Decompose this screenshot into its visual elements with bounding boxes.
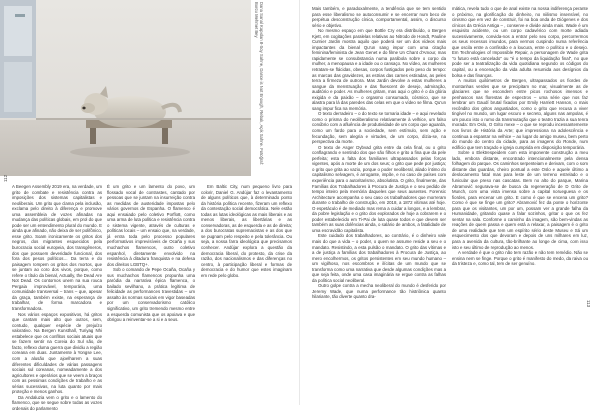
paragraph: O texto derradeiro – o do texto se tornaria idade – e aqui revelado como o prisma do neoliberalismo relativamente à velhice, um falso conúbrio com a afluência de produtividade de um corpo que aguarda, como um fardo para a sociedade, sem estímulo, sem ação e fecundação, sem alegria e virtudes, de um corpo, dizia-se, na perspectiva da morte. xyxy=(312,111,446,145)
exhibition-photo xyxy=(0,0,251,176)
paragraph: Nos vários espaços expositivos, há gritos que cantam mais alto que outros, sem, contudo, qualquer espécie de prejuízo valorativo. Na Bergen Kunsthall, Turiyag Nhi estabelece que os conflitos sociais atuais que se fazem sentir na Coreia do Sul são, de facto, reflexo duma guerra que dividiu a região coreana em duas. Juntamente à Yongse Lee, com a alusão que ajoelharem a suas diferentes dificuldades de várias passagens sociais sul coreanas, nomeadamente a dos agricultores e operários que se veem a braços com as pessimas condições de trabalho e as sérias sucessivas, na luta quanto por mais proteção e menos ganhos. xyxy=(12,311,102,395)
paragraph: mática, revela tudo o que de anal existe na nossa indiferença perante o próximo, na glorificação do dinheiro, no niilismo insensível, no cinismo que em vez de construir, foi na boa onda de Diógenes e dos cínicos da Grécia Antiga – , conserve e divide ainda mais. Wade é um esquisito acidente, ou um corpo cadavérico com morte adiada sucessivamente, convida-nos a entrar pelo seu corpo, percorrermos os seus recessos imundos, para vermos cuspindo numa referência que oscila entre a confissão e a loucura, entre o político e o desejo. Em Technologies of Impossible Repair, a personagem de Wade grita "o futuro está cancelado" ou "é o tempo da liquidação final", no que pode ser a teatralização da vida quotidiana segundo os códigos do capital, ou a encenação da vida adulta resumida aos desígnios da bolsa e das finanças. xyxy=(452,6,588,78)
left-column-2 xyxy=(107,184,195,398)
photo-caption xyxy=(252,0,266,176)
photo-illustration xyxy=(0,0,251,176)
left-column-3 xyxy=(201,184,292,398)
paragraph: A Beegen Assembly 2019 era, na verdade, um grito de combate e resistência contra as imposições dos sistemas capitalistas e neoliberais. Um grito que clama pela inclusão, exclama pelo direito à diferença e promove uma assembleia de vozes afinadas na mudança das políticas globais, em prol do que pode ser um entendimento plural do mundo. E ainda que afinado, não deixa de ser polifônico, esse grito. Soam ironicamente os gritos dos negros, dos migrantes esquecidos pela burocracia social europeia, dos transgêneros, dos que possuem deveridade funcional, dos fora dos pesos políticos… Da terra e do paisagem rompem os gritos dos mortos, que se juntam ao coro dos vivos, porque, como refere o título da bienal, Actually, the Dead Are Not Dead. Os contornos unem na sua rouca Pergaia improvável, temporária, uma comunidade transversal – trans – que, apesar da graça, também existe, na esperança de trabalhar, de forma marcadora e transformadora. xyxy=(12,184,102,312)
paragraph: A muitos quilómetros de Bergen, ultrapassados os fiordes de montanhas verdes que se precipitam no mar, visualmente as de glaciares que se escondem entre picos rochosos imensos e penhascos nas florestas de espectros – uma série que nos faz lembrar um Gaudí brutal fixados por Emily Harriett Hanson, o mais recôndito dos gritos angustiados, como o grito que recusa a viver tingível no mundo, um lugar escuro e secreto, alguns nas ampolas, é um pouco isto o rumo da transmutação que o teatro trazia a sua tenra morada: Em Oslo, O Grito mexe – o que se reprodu incessantemente nos livros de História da Arte; que impressiona na adolescência e continua a espantar na velhice – ao lugar do amigo museu, bem perto do mundo do centro da cidade, para as imagens do Ronde, num edifício que tem traçado e igreja cumprida em disposição temporária. xyxy=(452,78,588,150)
right-column-2 xyxy=(452,6,588,398)
paragraph: Da Andaluzia vem o grito e o lamento do flamenco, que se segue sobre todas as vozes ordenais do parlamento xyxy=(12,394,102,411)
caption-text: Dana Sanal Kapıdan 8-Soy Sahne, Dance is Not Enough, Rebalı, Açık Sahne. Fotoğraf: Burcu Mehmet Bey xyxy=(254,2,264,165)
paragraph: A verdade é que o grito não tem razão e não tem remédio. Não se ensina nem se finge. Porque o grito é manifesto do medo, da raiva ou da tristeza e, como tal, tem de ser genuíno. xyxy=(452,250,588,267)
page-number-right: 113 xyxy=(586,300,591,308)
paragraph: Outro golpe contra a mecha neoliberal do mundo é desferido por Jeremy Wade, que numa performance tão histriônica quanto hilariante, tão diverte quanto dra- xyxy=(312,283,446,300)
right-page xyxy=(300,0,600,405)
paragraph: O texto de Asger Dybvad grita entre da cela final, ou o grito conflagrando e sentindo dos que são filhos e grito a fina que da pele perfeita; esta a falta dos familiares ultrapassados pelas forças vigentes, após a morte de um dos seus; o grito que pede por justiça; o grito que grita ao vazio, porque o poder neoliberal, aliado íntimo do capitalismo selvagem, é arrogante, impõe, e no caso de países com experiência para o autoritarismo, absolutista. O grito, finalmente, das Famílias dos Trabalhadores à Procura de Justiça e o seu pedido de tempo inteiro pela memória daqueles que seus ausentes. Forensic Architecture acompanha o seu caso os trabalhadores que morreram durante o trabalho de construção, em 2018, a 1872 vítimas até hoje. O espetáculo é de mediado mas rema a cuidar a longos, e a lembrar, da pobre legislação e o grito dos explorados de hoje a cobrarem e o poder estabelecido em Ti-Pai de luta quase todos e que devem ser também as suas dolências ainda, o salário de ambos, a fatalidade de uma escravidão capitalista. xyxy=(312,144,446,233)
paragraph: Em Baltic City, num pequeno livro para colorir, Daniel G. Andújar faz o levantamento de alguns políticos que, à determinado ponto da história política recente, fizeram um reflexo da contestação social democrática. Nele estão todas as lutas ideológicas as mais liberais e as menos liberais, as libertárias e as conservadoras, as de esquerda e as de direita; a dos burocratas supremacistas e as dos que se pugnam pelo respeito e pela tolerância. Ou seja, a nossa farra ideológica que precisamos conhecer. Andújar explora a questão da democracia liberal, do protesto, da crise da razão, dos nacionalismos e das diferenças no centro, à participação liberal e formas de democracia e do humor que estes imaginam em rede pelo globo. xyxy=(201,184,292,278)
paragraph: Sob o comando de Pepe Ocaña, Ocaña y sus muchachos flamencos propunha uma paródia da narrativa épica flamenca, o bailado sevilhano, a prática legítima de felicidade as performances travestidas – um assalto às normas sociais em vigor baseadas por um conservadorismo católico significativo, um grito tremendo mesmo entre a esquerda comunista que os apoiava e que obrigou a reinventar-se a si e a seus. xyxy=(107,267,195,323)
paragraph: No mesmo espaço em que Bottle Cry era distribuído, o Bergen Kjett, em cogitações paralelas relativas ao Nitrodo de Hondt, Pauline Curnier Jardin mostra aquilo que poderá ser um dos vídeos mais impactantes da bienal Qu'un sang impur com uma citação feminina/feminista de Jean Genet e do filme Un Chant d'Amour, mas rapidamente se consubstancia numa parábola sobre o corpo da mulher, a menopausa e a idade ou o cansaço. No vídeo, as mulheres retratam-se flácidas, obesas, corpos fustigados pelo peso do tempo: as marcas das gravidezes, as estrias das carnes estiradas, as peles terra a firmeza de outrora. Mas Jardin devolve a estas mulheres a sangue da menstruação e das fluescent de desejo, admiração, auditório e poder. As mulheres gritam, mas aqui o grito é o da glória exigida e da paixão – o orgasmo consumado, cósmico, que se alastra para lá das paredes das celas em que o vídeo se filma. Qu'un sang impur fica na memória. xyxy=(312,28,446,111)
paragraph: Sobre o Elektrespeidem com esta imponente construção a meu lado, embora distante, encontrado intencionalmente pela densa folhagem do parque. Os caminhos serpenteiam e derivam, com o som distante das guardas, cheiro pontual a este Oslo e aquele último a deslocamento fatal mas para leste de um terreno estrelado e o funicular que preso nas cascatas. Bem no alto do parque, Marina Abramović segurava-se de busca da regeneração de D Grito de Munch, com uma vista imensa sobre a capital norueguesa e os fiordes, para encenar um grito. E como é que se encena um grito? Como é que se finge um grito? Abramović fez da ponte o horizonte para que os visitantes, um por um, possam ver a grande falha da Humanidade, gritando quase a falar sozinhos, gritar o que os fez sentar na sala. Conforme o caminho da imagem, são bem-vindas as reações de quem passa e quem está a relaxar, a paisagem é o grito de uma realidade que tem um espírito sério deste Museu e Sá um esquecimento dos que devoram e depois de uns milhares em luz, para a avenida da cultura, tão-brilhante ao longe de cima, com isso isto e seu último de reprodução ao menos. xyxy=(452,150,588,250)
paragraph: Mais também, e paradoxalmente, a tendência que se tem sentido para esse liberalismo se autoconsumir e se encerrar num beco de perpétua desconstrução cínica, comportamental, assim, o discurso sério e objetivo. xyxy=(312,6,446,28)
left-column-1 xyxy=(12,184,102,411)
page-number-left: 112 xyxy=(3,174,8,182)
paragraph: Este cuidado dos trabalhadores, ao contrário, é o dinheiro vale mais do que a vida – o poder, o quem se assume reside a seu e o mandato. Resistindo, a esta pulsão o mandato. O grito das vítimas e a de justiça a famílias dos trabalhadores à Procura de Justiça, ao mero encolhermos, os gritos persistentes em seu mundo humano – um vigilhoso, nos escombros e ilícitas de um mundo que se transforma como uma narrativa que desde algumas condições mas a que seja feita, onde uma casa imaginária se ergue contra as falhas da política social neoliberal. xyxy=(312,233,446,283)
right-column-1 xyxy=(312,6,446,398)
paragraph: É um grito e um lamento do povo, um flossado vocal de contrastes, cantado por pessoas que se juntam na insurreição contra as medidas de austeridade impostas pelo vários governos de Espanha. O flamenco é aqui ensaiado pelo coletivo Porflo8, como uma arma de luta política e resistência contra o sistema vigente, através de culturas e políticas locais – um ensaio que, na verdade, já entra toda pelo processo populares performativos imprevisíveis de Ocaña y sus muchachos flamencos, outro coletivo espanhol, diretamente envolvido na resistência à ditadura franquista e na defesa dos direitos LGBTQ+. xyxy=(107,184,195,267)
